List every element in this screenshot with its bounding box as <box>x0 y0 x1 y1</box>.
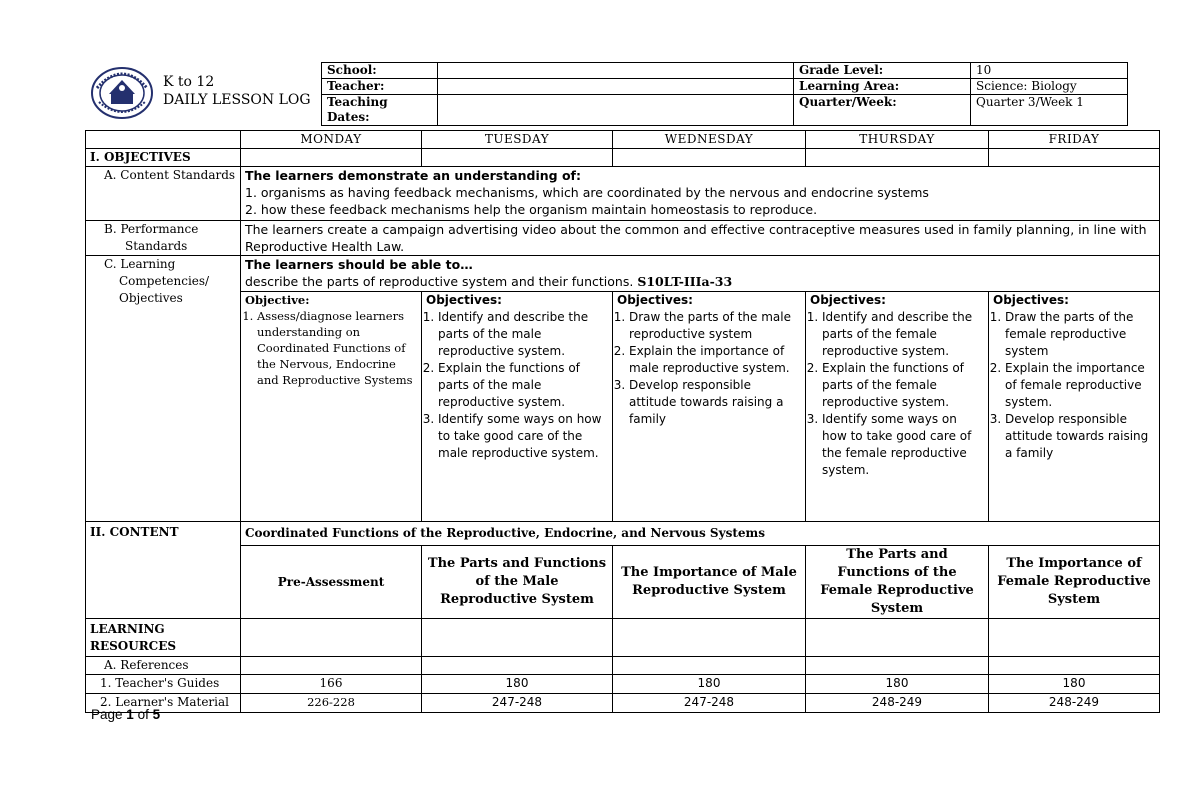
content-standards-item-2: 2. how these feedback mechanisms help the organism maintain homeostasis to reproduce. <box>245 202 818 217</box>
header-info-table <box>321 62 1128 126</box>
tuesday-objective-item: 3. Identify some ways on how to take good care of the male reproductive system. <box>438 411 608 462</box>
day-header-friday: FRIDAY <box>989 131 1160 149</box>
performance-label-line-1: B. Performance <box>104 222 199 236</box>
page-prefix: Page <box>91 707 123 722</box>
document-title <box>163 73 311 109</box>
empty-cell <box>806 619 989 657</box>
grade-level-label: Grade Level: <box>794 63 971 79</box>
performance-standards-label <box>86 221 241 256</box>
objectives-section-text: I. OBJECTIVES <box>90 150 191 164</box>
thursday-objective-item: 2. Explain the functions of parts of the female reproductive system. <box>822 360 984 411</box>
day-header-wednesday: WEDNESDAY <box>613 131 806 149</box>
content-standards-heading: The learners demonstrate an understanding of: <box>245 168 581 183</box>
corner-cell <box>86 131 241 149</box>
competencies-label-line-1: C. Learning <box>104 257 176 271</box>
title-line-1: K to 12 <box>163 74 215 90</box>
thursday-objectives-list <box>810 309 984 479</box>
monday-objective-item: 1. Assess/diagnose learners understanding on Coordinated Functions of the Nervous, Endocrine and Reproductive Systems <box>257 308 417 388</box>
page-of: of <box>137 707 149 722</box>
empty-cell <box>989 619 1160 657</box>
objectives-section-label <box>86 149 241 167</box>
references-label: A. References <box>86 657 241 675</box>
content-wednesday: The Importance of Male Reproductive System <box>613 546 806 619</box>
day-header-thursday: THURSDAY <box>806 131 989 149</box>
wednesday-objective-item: 3. Develop responsible attitude towards raising a family <box>629 377 801 428</box>
competencies-cell <box>241 256 1160 292</box>
teachers-guide-label: 1. Teacher's Guides <box>86 675 241 694</box>
learners-material-friday: 248-249 <box>989 694 1160 713</box>
thursday-objectives-heading: Objectives: <box>810 293 886 307</box>
friday-objectives-heading: Objectives: <box>993 293 1069 307</box>
performance-standards-text: The learners create a campaign advertising video about the common and effective contraceptive measures used in family planning, in line with Reproductive Health Law. <box>241 221 1160 256</box>
empty-cell <box>422 619 613 657</box>
friday-objective-item: 2. Explain the importance of female reproductive system. <box>1005 360 1155 411</box>
content-friday: The Importance of Female Reproductive System <box>989 546 1160 619</box>
teachers-guide-tuesday: 180 <box>422 675 613 694</box>
friday-objective-item: 3. Develop responsible attitude towards raising a family <box>1005 411 1155 462</box>
learners-material-thursday: 248-249 <box>806 694 989 713</box>
content-thursday: The Parts and Functions of the Female Reproductive System <box>806 546 989 619</box>
wednesday-objectives-heading: Objectives: <box>617 293 693 307</box>
page-total: 5 <box>152 707 161 722</box>
competencies-code: S10LT-IIIa-33 <box>637 274 733 289</box>
learning-resources-label: LEARNING RESOURCES <box>86 619 241 657</box>
wednesday-objective-item: 1. Draw the parts of the male reproductive system <box>629 309 801 343</box>
wednesday-objectives <box>613 292 806 522</box>
tuesday-objective-item: 1. Identify and describe the parts of the male reproductive system. <box>438 309 608 360</box>
empty-cell <box>422 149 613 167</box>
friday-objectives <box>989 292 1160 522</box>
teacher-value <box>438 79 794 95</box>
teaching-dates-label: Teaching Dates: <box>322 95 438 126</box>
empty-cell <box>806 657 989 675</box>
tuesday-objective-item: 2. Explain the functions of parts of the male reproductive system. <box>438 360 608 411</box>
content-standards-cell <box>241 167 1160 221</box>
lesson-log-table <box>85 130 1160 713</box>
competencies-text-line <box>245 273 1155 290</box>
teachers-guide-friday: 180 <box>989 675 1160 694</box>
content-tuesday: The Parts and Functions of the Male Reproductive System <box>422 546 613 619</box>
content-main-title: Coordinated Functions of the Reproductive, Endocrine, and Nervous Systems <box>241 522 1160 546</box>
competencies-label <box>86 256 241 522</box>
tuesday-objectives <box>422 292 613 522</box>
teacher-label: Teacher: <box>322 79 438 95</box>
learners-material-label: 2. Learner's Material <box>86 694 241 713</box>
empty-cell <box>806 149 989 167</box>
empty-cell <box>422 657 613 675</box>
day-header-tuesday: TUESDAY <box>422 131 613 149</box>
competencies-text: describe the parts of reproductive system and their functions. <box>245 274 634 289</box>
content-section-label: II. CONTENT <box>86 522 241 619</box>
school-label: School: <box>322 63 438 79</box>
content-standards-item-1: 1. organisms as having feedback mechanisms, which are coordinated by the nervous and endocrine systems <box>245 185 929 200</box>
title-line-2: DAILY LESSON LOG <box>163 92 311 108</box>
grade-level-value: 10 <box>971 63 1128 79</box>
tuesday-objectives-list <box>426 309 608 462</box>
empty-cell <box>613 149 806 167</box>
friday-objective-item: 1. Draw the parts of the female reproductive system <box>1005 309 1155 360</box>
monday-objectives-list <box>245 308 417 388</box>
day-header-monday: MONDAY <box>241 131 422 149</box>
empty-cell <box>241 149 422 167</box>
teachers-guide-monday: 166 <box>241 675 422 694</box>
page-current: 1 <box>126 707 134 722</box>
learners-material-tuesday: 247-248 <box>422 694 613 713</box>
content-monday: Pre-Assessment <box>241 546 422 619</box>
deped-seal-logo <box>89 66 155 120</box>
teaching-dates-value <box>438 95 794 126</box>
learners-material-wednesday: 247-248 <box>613 694 806 713</box>
empty-cell <box>989 149 1160 167</box>
content-standards-label: A. Content Standards <box>86 167 241 221</box>
tuesday-objectives-heading: Objectives: <box>426 293 502 307</box>
wednesday-objective-item: 2. Explain the importance of male reproductive system. <box>629 343 801 377</box>
learning-area-value: Science: Biology <box>971 79 1128 95</box>
page-number <box>91 707 160 722</box>
empty-cell <box>989 657 1160 675</box>
quarter-week-label: Quarter/Week: <box>794 95 971 126</box>
learners-material-monday: 226-228 <box>241 694 422 713</box>
empty-cell <box>241 657 422 675</box>
school-value <box>438 63 794 79</box>
monday-objectives <box>241 292 422 522</box>
quarter-week-value: Quarter 3/Week 1 <box>971 95 1128 126</box>
monday-objectives-heading: Objective: <box>245 293 310 307</box>
learning-area-label: Learning Area: <box>794 79 971 95</box>
thursday-objective-item: 3. Identify some ways on how to take good care of the female reproductive system. <box>822 411 984 479</box>
competencies-label-line-2: Competencies/ <box>119 274 210 288</box>
empty-cell <box>613 657 806 675</box>
empty-cell <box>241 619 422 657</box>
teachers-guide-thursday: 180 <box>806 675 989 694</box>
wednesday-objectives-list <box>617 309 801 428</box>
thursday-objectives <box>806 292 989 522</box>
empty-cell <box>613 619 806 657</box>
thursday-objective-item: 1. Identify and describe the parts of the female reproductive system. <box>822 309 984 360</box>
competencies-label-line-3: Objectives <box>119 291 183 305</box>
competencies-heading: The learners should be able to… <box>245 257 473 272</box>
teachers-guide-wednesday: 180 <box>613 675 806 694</box>
performance-label-line-2: Standards <box>125 239 188 253</box>
friday-objectives-list <box>993 309 1155 462</box>
